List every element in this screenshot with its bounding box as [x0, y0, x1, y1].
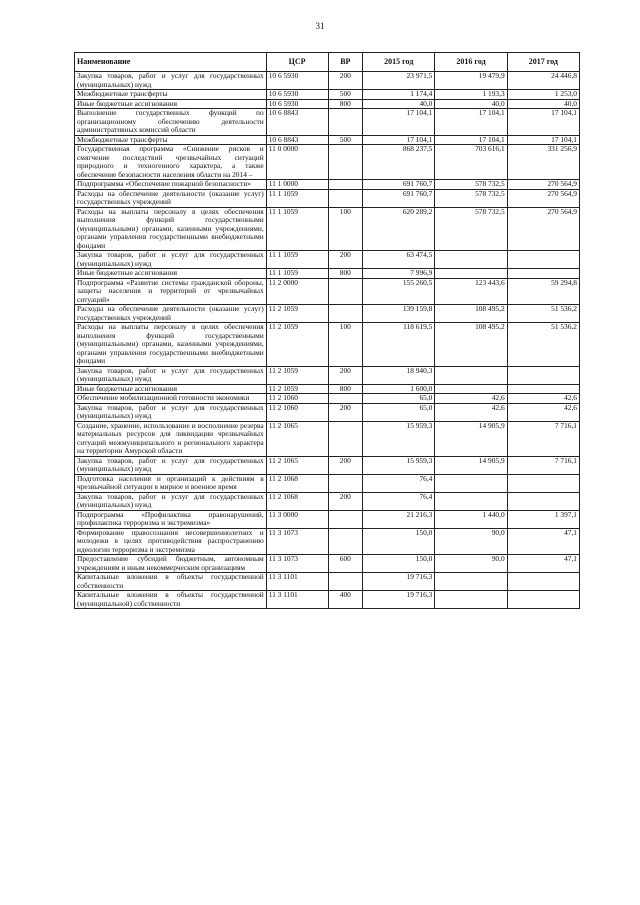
cell-csr: 11 1 1059: [266, 207, 328, 251]
table-row: [75, 528, 580, 555]
cell-vr: [328, 278, 363, 305]
cell-csr: 11 1 1059: [266, 251, 328, 269]
cell-2016: [435, 474, 507, 492]
cell-2016: 42,6: [435, 403, 507, 421]
cell-2016: [435, 573, 507, 591]
cell-2017: 24 446,8: [507, 72, 579, 90]
table-body: [75, 72, 580, 609]
cell-vr: [328, 421, 363, 456]
budget-table: [74, 52, 580, 609]
cell-csr: 11 2 1068: [266, 474, 328, 492]
cell-2015: 155 260,5: [363, 278, 435, 305]
cell-2017: [507, 591, 579, 609]
table-row: [75, 591, 580, 609]
cell-2016: 17 104,1: [435, 135, 507, 145]
cell-2015: 868 237,5: [363, 145, 435, 180]
cell-2015: 1 600,0: [363, 384, 435, 394]
cell-2016: [435, 492, 507, 510]
table-row: [75, 189, 580, 207]
cell-2016: 108 495,2: [435, 323, 507, 367]
cell-2017: [507, 573, 579, 591]
cell-vr: [328, 145, 363, 180]
column-header-name: Наименование: [75, 53, 267, 72]
cell-vr: 200: [328, 251, 363, 269]
cell-vr: 800: [328, 99, 363, 109]
cell-name: Закупка товаров, работ и услуг для государственных (муниципальных) нужд: [75, 72, 267, 90]
cell-vr: [328, 510, 363, 528]
cell-2016: [435, 366, 507, 384]
cell-2015: 15 959,3: [363, 456, 435, 474]
cell-name: Расходы на выплаты персоналу в целях обеспечения выполнения функций государственными (муниципальными) органами, казенными учреждениями, органами управления государственными внебюджетными фондами: [75, 323, 267, 367]
cell-csr: 11 2 1065: [266, 456, 328, 474]
table-row: [75, 323, 580, 367]
cell-2017: 331 256,9: [507, 145, 579, 180]
cell-name: Расходы на выплаты персоналу в целях обеспечения выполнения функций государственными (муниципальными) органами, казенными учреждениями, органами управления государственными внебюджетными фондами: [75, 207, 267, 251]
cell-vr: [328, 180, 363, 190]
cell-vr: [328, 573, 363, 591]
cell-csr: 11 1 0000: [266, 180, 328, 190]
cell-name: Закупка товаров, работ и услуг для государственных (муниципальных) нужд: [75, 251, 267, 269]
cell-csr: 11 2 0000: [266, 278, 328, 305]
table-row: [75, 474, 580, 492]
cell-vr: 500: [328, 135, 363, 145]
cell-2017: 47,1: [507, 555, 579, 573]
cell-2015: 76,4: [363, 474, 435, 492]
cell-2015: 21 216,3: [363, 510, 435, 528]
cell-vr: [328, 394, 363, 404]
table-row: [75, 72, 580, 90]
table-row: [75, 456, 580, 474]
cell-2015: 23 971,5: [363, 72, 435, 90]
cell-csr: 10 6 8843: [266, 109, 328, 136]
cell-2017: 59 294,8: [507, 278, 579, 305]
cell-vr: [328, 474, 363, 492]
cell-csr: 10 6 8843: [266, 135, 328, 145]
table-header-row: [75, 53, 580, 72]
cell-2016: 42,6: [435, 394, 507, 404]
cell-csr: 11 2 1060: [266, 403, 328, 421]
cell-vr: 200: [328, 456, 363, 474]
cell-csr: 11 2 1060: [266, 394, 328, 404]
cell-2017: [507, 251, 579, 269]
cell-vr: 100: [328, 207, 363, 251]
cell-2017: 7 716,1: [507, 456, 579, 474]
cell-vr: [328, 305, 363, 323]
cell-2017: 17 104,1: [507, 109, 579, 136]
cell-name: Выполнение государственных функций по организационному обеспечению деятельности административных комиссий области: [75, 109, 267, 136]
cell-vr: [328, 528, 363, 555]
cell-2016: [435, 591, 507, 609]
cell-2017: [507, 269, 579, 279]
cell-vr: 500: [328, 90, 363, 100]
cell-2015: 40,0: [363, 99, 435, 109]
cell-2016: 90,0: [435, 555, 507, 573]
cell-name: Обеспечение мобилизационной готовности экономики: [75, 394, 267, 404]
cell-2015: 620 289,2: [363, 207, 435, 251]
cell-csr: 11 3 1073: [266, 528, 328, 555]
cell-2015: 18 940,3: [363, 366, 435, 384]
cell-name: Закупка товаров, работ и услуг для государственных (муниципальных) нужд: [75, 492, 267, 510]
cell-2017: 40,0: [507, 99, 579, 109]
cell-2017: [507, 474, 579, 492]
table-row: [75, 269, 580, 279]
table-row: [75, 573, 580, 591]
cell-vr: 200: [328, 72, 363, 90]
cell-2016: 14 905,9: [435, 456, 507, 474]
cell-2017: 51 536,2: [507, 323, 579, 367]
cell-csr: 11 3 0000: [266, 510, 328, 528]
table-row: [75, 251, 580, 269]
cell-2016: 578 732,5: [435, 207, 507, 251]
cell-2017: 1 397,1: [507, 510, 579, 528]
cell-csr: 10 6 5930: [266, 72, 328, 90]
cell-2015: 76,4: [363, 492, 435, 510]
cell-name: Иные бюджетные ассигнования: [75, 269, 267, 279]
cell-2015: 150,0: [363, 528, 435, 555]
cell-2015: 139 159,8: [363, 305, 435, 323]
cell-2017: 42,6: [507, 394, 579, 404]
cell-name: Создание, хранение, использование и восполнение резерва материальных ресурсов для ликвидации чрезвычайных ситуаций межмуниципального и регионального характера на территории Амурской области: [75, 421, 267, 456]
cell-name: Предоставление субсидий бюджетным, автономным учреждениям и иным некоммерческим организациям: [75, 555, 267, 573]
cell-2017: 1 253,0: [507, 90, 579, 100]
table-row: [75, 90, 580, 100]
table-row: [75, 366, 580, 384]
cell-csr: 11 1 1059: [266, 189, 328, 207]
cell-vr: 400: [328, 591, 363, 609]
cell-2016: 90,0: [435, 528, 507, 555]
cell-2015: 15 959,3: [363, 421, 435, 456]
table-row: [75, 145, 580, 180]
cell-csr: 11 2 1059: [266, 323, 328, 367]
cell-2016: 1 440,0: [435, 510, 507, 528]
cell-name: Государственная программа «Снижение рисков и смягчение последствий чрезвычайных ситуаций природного и техногенного характера, а также обеспечение безопасности населения области на 2014 –: [75, 145, 267, 180]
cell-csr: 11 2 1068: [266, 492, 328, 510]
cell-name: Подпрограмма «Профилактика правонарушений, профилактика терроризма и экстремизма»: [75, 510, 267, 528]
cell-csr: 11 3 1073: [266, 555, 328, 573]
cell-2016: 14 905,9: [435, 421, 507, 456]
cell-name: Капитальные вложения в объекты государственной собственности: [75, 573, 267, 591]
cell-name: Расходы на обеспечение деятельности (оказание услуг) государственных учреждений: [75, 189, 267, 207]
table-row: [75, 510, 580, 528]
cell-name: Формирование правосознания несовершеннолетних и молодежи в целях противодействия распространению идеологии терроризма и экстремизма: [75, 528, 267, 555]
table-row: [75, 305, 580, 323]
cell-2015: 691 760,7: [363, 180, 435, 190]
table-row: [75, 394, 580, 404]
cell-name: Закупка товаров, работ и услуг для государственных (муниципальных) нужд: [75, 403, 267, 421]
column-header-2017: 2017 год: [507, 53, 579, 72]
cell-2017: 7 716,1: [507, 421, 579, 456]
cell-vr: [328, 189, 363, 207]
cell-2017: 17 104,1: [507, 135, 579, 145]
cell-csr: 11 2 1059: [266, 366, 328, 384]
cell-2017: [507, 366, 579, 384]
cell-2016: 578 732,5: [435, 189, 507, 207]
cell-name: Закупка товаров, работ и услуг для государственных (муниципальных) нужд: [75, 366, 267, 384]
cell-vr: 200: [328, 403, 363, 421]
cell-name: Межбюджетные трансферты: [75, 90, 267, 100]
cell-vr: 100: [328, 323, 363, 367]
cell-2015: 65,0: [363, 394, 435, 404]
cell-csr: 11 0 0000: [266, 145, 328, 180]
cell-2016: 17 104,1: [435, 109, 507, 136]
cell-2017: 270 564,9: [507, 180, 579, 190]
cell-vr: 200: [328, 366, 363, 384]
cell-2015: 19 716,3: [363, 591, 435, 609]
cell-2015: 150,0: [363, 555, 435, 573]
column-header-2016: 2016 год: [435, 53, 507, 72]
cell-vr: 800: [328, 384, 363, 394]
cell-csr: 11 2 1065: [266, 421, 328, 456]
table-row: [75, 555, 580, 573]
cell-name: Подпрограмма «Обеспечение пожарной безопасности»: [75, 180, 267, 190]
cell-2016: [435, 251, 507, 269]
table-row: [75, 403, 580, 421]
table-row: [75, 180, 580, 190]
cell-csr: 11 3 1101: [266, 591, 328, 609]
column-header-vr: ВР: [328, 53, 363, 72]
cell-2015: 63 474,5: [363, 251, 435, 269]
table-row: [75, 207, 580, 251]
cell-2016: 703 616,1: [435, 145, 507, 180]
cell-csr: 11 2 1059: [266, 384, 328, 394]
cell-csr: 10 6 5930: [266, 99, 328, 109]
cell-2017: 270 564,9: [507, 207, 579, 251]
cell-2016: 40,0: [435, 99, 507, 109]
cell-2017: 42,6: [507, 403, 579, 421]
cell-2017: [507, 492, 579, 510]
cell-2015: 118 619,5: [363, 323, 435, 367]
cell-vr: 200: [328, 492, 363, 510]
column-header-2015: 2015 год: [363, 53, 435, 72]
cell-vr: 800: [328, 269, 363, 279]
table-row: [75, 421, 580, 456]
table-row: [75, 278, 580, 305]
cell-csr: 10 6 5930: [266, 90, 328, 100]
cell-name: Иные бюджетные ассигнования: [75, 384, 267, 394]
cell-2016: 578 732,5: [435, 180, 507, 190]
page-number: 31: [315, 21, 325, 31]
cell-csr: 11 2 1059: [266, 305, 328, 323]
cell-2015: 17 104,1: [363, 135, 435, 145]
cell-2015: 7 996,9: [363, 269, 435, 279]
cell-2017: 47,1: [507, 528, 579, 555]
cell-csr: 11 3 1101: [266, 573, 328, 591]
cell-name: Подготовка населения и организаций к действиям в чрезвычайной ситуации в мирное и военное время: [75, 474, 267, 492]
cell-2015: 691 760,7: [363, 189, 435, 207]
cell-2016: 1 193,3: [435, 90, 507, 100]
cell-vr: 600: [328, 555, 363, 573]
table-row: [75, 492, 580, 510]
cell-name: Закупка товаров, работ и услуг для государственных (муниципальных) нужд: [75, 456, 267, 474]
cell-2015: 1 174,4: [363, 90, 435, 100]
cell-2016: 108 495,2: [435, 305, 507, 323]
cell-2017: 270 564,9: [507, 189, 579, 207]
cell-2016: 123 443,6: [435, 278, 507, 305]
cell-2016: 19 479,9: [435, 72, 507, 90]
cell-name: Иные бюджетные ассигнования: [75, 99, 267, 109]
cell-name: Подпрограмма «Развитие системы гражданской обороны, защиты населения и территорий от чрезвычайных ситуаций»: [75, 278, 267, 305]
cell-2015: 19 716,3: [363, 573, 435, 591]
cell-vr: [328, 109, 363, 136]
cell-name: Межбюджетные трансферты: [75, 135, 267, 145]
column-header-csr: ЦСР: [266, 53, 328, 72]
cell-2017: 51 536,2: [507, 305, 579, 323]
cell-name: Капитальные вложения в объекты государственной (муниципальной) собственности: [75, 591, 267, 609]
cell-2015: 65,0: [363, 403, 435, 421]
table-row: [75, 109, 580, 136]
cell-name: Расходы на обеспечение деятельности (оказание услуг) государственных учреждений: [75, 305, 267, 323]
cell-2016: [435, 269, 507, 279]
cell-csr: 11 1 1059: [266, 269, 328, 279]
cell-2015: 17 104,1: [363, 109, 435, 136]
